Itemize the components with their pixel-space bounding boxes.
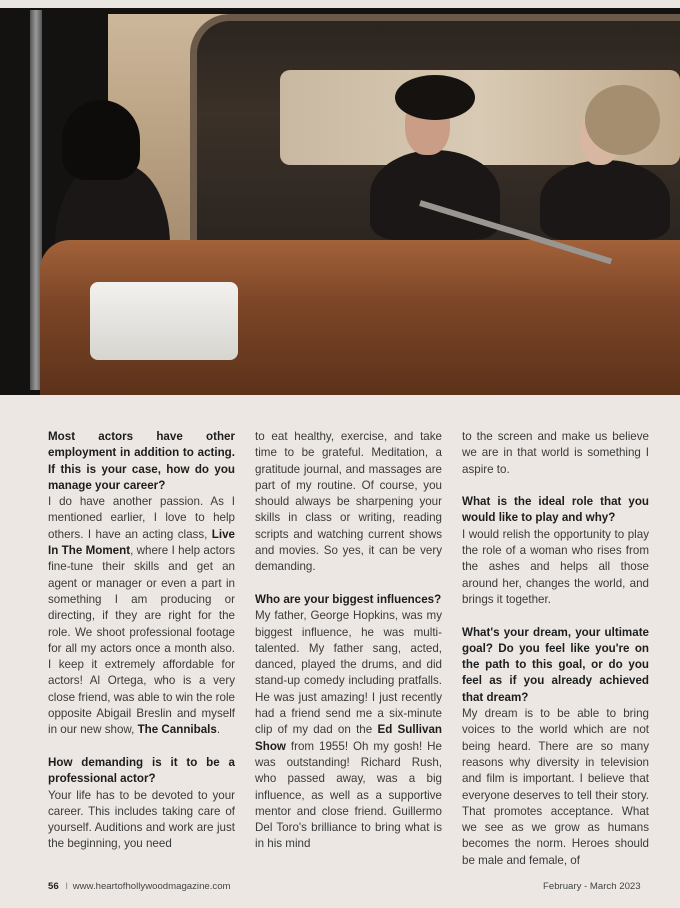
actress [540, 160, 670, 240]
footer-left [48, 881, 231, 892]
page-number: 56 [48, 881, 59, 892]
text-segment: What's your dream, your ultimate goal? Do you feel like you're on the path to this goal, or do you feel as if you already achieved that dream? [462, 625, 649, 704]
text-segment: I do have another passion. As I mentioned earlier, I love to help others. I have an acting class, [48, 495, 235, 541]
interview-answer [462, 527, 649, 608]
text-segment: My dream is to be able to bring voices to the world which are not being heard. There are so many reasons why diversity in television and film is important. I believe that everyone deserves to tell their story. That promotes acceptance. What we see as we grow as humans becomes the norm. Heroes should be male and female, of [462, 707, 649, 867]
interview-question [462, 625, 649, 706]
bold-title: The Cannibals [137, 723, 217, 737]
text-segment: What is the ideal role that you would like to play and why? [462, 495, 649, 525]
interview-answer [255, 608, 442, 852]
actress-hair [585, 85, 660, 155]
interview-question [48, 755, 235, 788]
text-segment: . [216, 723, 221, 737]
text-segment: , where I help actors fine-tune their skills and get an agent or manager or even a part in something I am producing or directing, if they are right for the role. We shoot professional footage for all my actors once a month also. I keep it extremely affordable for actors! Al Ortega, who is a very close friend, was able to win the role opposite Abigail Breslin and myself in our new show, [48, 544, 235, 737]
text-segment: Who are your biggest influences? [255, 592, 442, 606]
interview-question [462, 494, 649, 527]
actor-male-hair [395, 75, 475, 120]
article-column-1 [48, 429, 235, 869]
article-column-2 [255, 429, 442, 869]
footer-separator: I [65, 881, 69, 892]
takeout-container [90, 282, 238, 360]
director-hair [62, 100, 140, 180]
text-segment: from 1955! Oh my gosh! He was outstanding! Richard Rush, who passed away, was a big influence, as well as a supportive mentor and close friend. Guillermo Del Toro's brilliance to bring what is in his mind [255, 739, 442, 851]
text-segment: Your life has to be devoted to your career. This includes taking care of yourself. Auditions and work are just the beginning, you need [48, 788, 235, 851]
website-link[interactable]: www.heartofhollywoodmagazine.com [72, 881, 231, 892]
text-segment: to the screen and make us believe we are in that world is something I aspire to. [462, 430, 649, 476]
text-segment: I would relish the opportunity to play the role of a woman who rises from the ashes and helps all those around her, changes the world, and brings it together. [462, 527, 649, 606]
interview-question [48, 429, 235, 494]
actor-male [370, 150, 500, 240]
page-top-strip [0, 0, 680, 8]
interview-answer [48, 788, 235, 853]
interview-answer [462, 429, 649, 478]
text-segment: My father, George Hopkins, was my biggest influence, he was multi-talented. My father sang, acted, danced, played the drums, and did stand-up comedy including pratfalls. He was just amazing! I just recently had a friend send me a six-minute clip of my dad on the [255, 609, 442, 737]
interview-answer [255, 429, 442, 576]
article-column-3 [462, 429, 649, 885]
bold-title: Live In The Moment [48, 527, 235, 558]
article-photo [0, 0, 680, 395]
bold-title: Ed Sullivan Show [255, 723, 443, 753]
interview-answer [462, 706, 649, 869]
interview-answer [48, 494, 235, 738]
interview-question [255, 592, 442, 608]
text-segment: to eat healthy, exercise, and take time to be grateful. Meditation, a gratitude journal, and massages are part of my routine. Of course, you should always be sharpening your skills in class or writing, reading scripts and watching current shows and movies. So yes, it can be very demanding. [255, 430, 442, 574]
issue-date: February - March 2023 [543, 881, 641, 892]
text-segment: How demanding is it to be a professional actor? [48, 755, 235, 786]
text-segment: Most actors have other employment in addition to acting. If this is your case, how do you manage your career? [48, 430, 235, 492]
